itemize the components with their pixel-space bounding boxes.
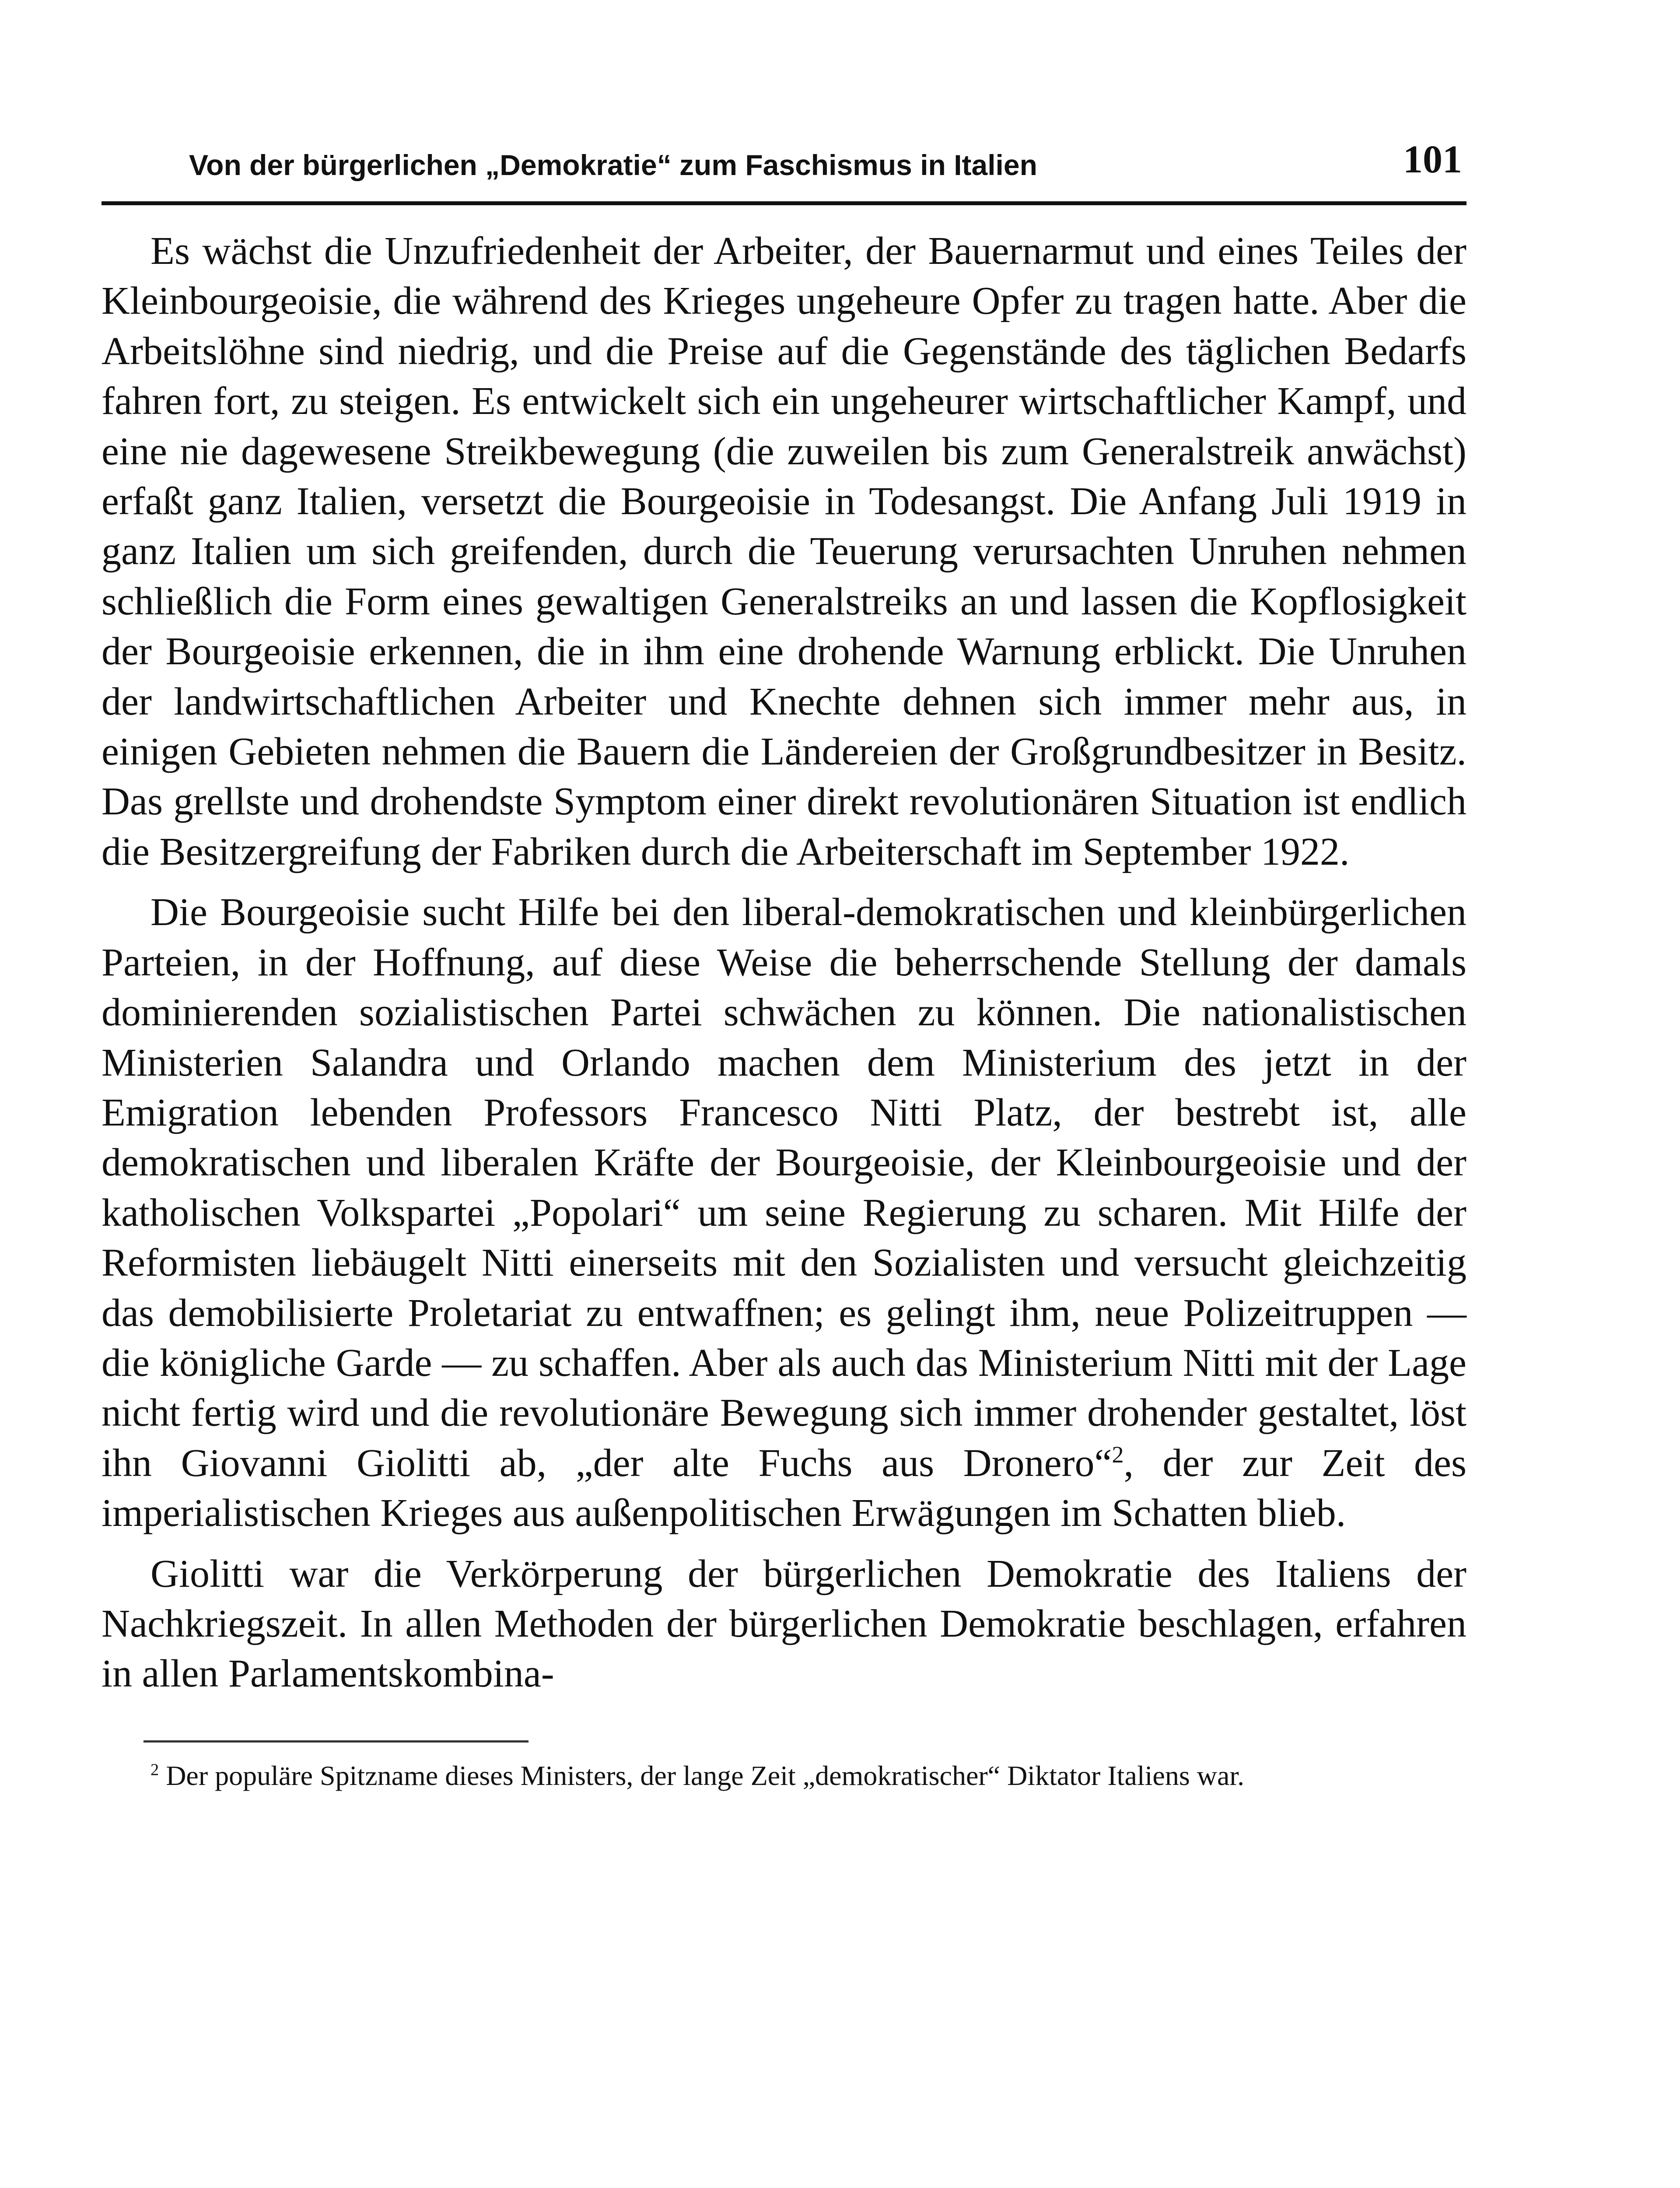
body-text — [102, 226, 1466, 1699]
page-number: 101 — [1403, 138, 1462, 181]
paragraph-2-text-a: Die Bourgeoisie sucht Hilfe bei den liberal-demokratischen und kleinbürgerlichen Parteien, in der Hoffnung, auf diese Weise die beherrschende Stellung der damals dominierenden sozialistischen Partei schwächen zu können. Die nationalistischen Ministerien Salandra und Orlando machen dem Ministerium des jetzt in der Emigration lebenden Professors Francesco Nitti Platz, der bestrebt ist, alle demokratischen und liberalen Kräfte der Bourgeoisie, der Kleinbourgeoisie und der katholischen Volkspartei „Popolari“ um seine Regierung zu scharen. Mit Hilfe der Reformisten liebäugelt Nitti einerseits mit den Sozialisten und versucht gleichzeitig das demobilisierte Proletariat zu entwaffnen; es gelingt ihm, neue Polizeitruppen — die königliche Garde — zu schaffen. Aber als auch das Ministerium Nitti mit der Lage nicht fertig wird und die revolutionäre Bewegung sich immer drohender gestaltet, löst ihn Giovanni Giolitti ab, „der alte Fuchs aus Dronero“ — [102, 891, 1466, 1485]
footnote-marker: 2 — [150, 1760, 159, 1779]
paragraph-3: Giolitti war die Verkörperung der bürgerlichen Demokratie des Italiens der Nachkriegszeit. In allen Methoden der bürgerlichen Demokratie beschlagen, erfahren in allen Parlamentskombina- — [102, 1552, 1466, 1696]
running-head — [102, 131, 1466, 179]
footnote-rule — [144, 1740, 528, 1743]
paragraph-2-text-b: , der zur Zeit des imperialistischen Krieges aus außenpolitischen Erwägungen im Schatten blieb. — [102, 1441, 1466, 1535]
footnote — [102, 1757, 1466, 1794]
paragraph-1: Es wächst die Unzufriedenheit der Arbeiter, der Bauernarmut und eines Teiles der Kleinbourgeoisie, die während des Krieges ungeheure Opfer zu tragen hatte. Aber die Arbeitslöhne sind niedrig, und die Preise auf die Gegenstände des täglichen Bedarfs fahren fort, zu steigen. Es entwickelt sich ein ungeheurer wirtschaftlicher Kampf, und eine nie dagewesene Streikbewegung (die zuweilen bis zum Generalstreik anwächst) erfaßt ganz Italien, versetzt die Bourgeoisie in Todesangst. Die Anfang Juli 1919 in ganz Italien um sich greifenden, durch die Teuerung verursachten Unruhen nehmen schließlich die Form eines gewaltigen Generalstreiks an und lassen die Kopflosigkeit der Bourgeoisie erkennen, die in ihm eine drohende Warnung erblickt. Die Unruhen der landwirtschaftlichen Arbeiter und Knechte dehnen sich immer mehr aus, in einigen Gebieten nehmen die Bauern die Ländereien der Großgrundbesitzer in Besitz. Das grellste und drohendste Symptom einer direkt revolutionären Situation ist endlich die Besitzergreifung der Fabriken durch die Arbeiterschaft im September 1922. — [102, 229, 1466, 873]
footnote-reference: 2 — [1112, 1441, 1124, 1468]
footnote-text: Der populäre Spitzname dieses Ministers, der lange Zeit „demokratischer“ Diktator Italiens war. — [159, 1760, 1245, 1791]
running-title: Von der bürgerlichen „Demokratie“ zum Faschismus in Italien — [189, 149, 1037, 181]
header-rule — [102, 201, 1466, 205]
book-page — [102, 131, 1466, 1794]
paragraph-2 — [102, 887, 1466, 1538]
